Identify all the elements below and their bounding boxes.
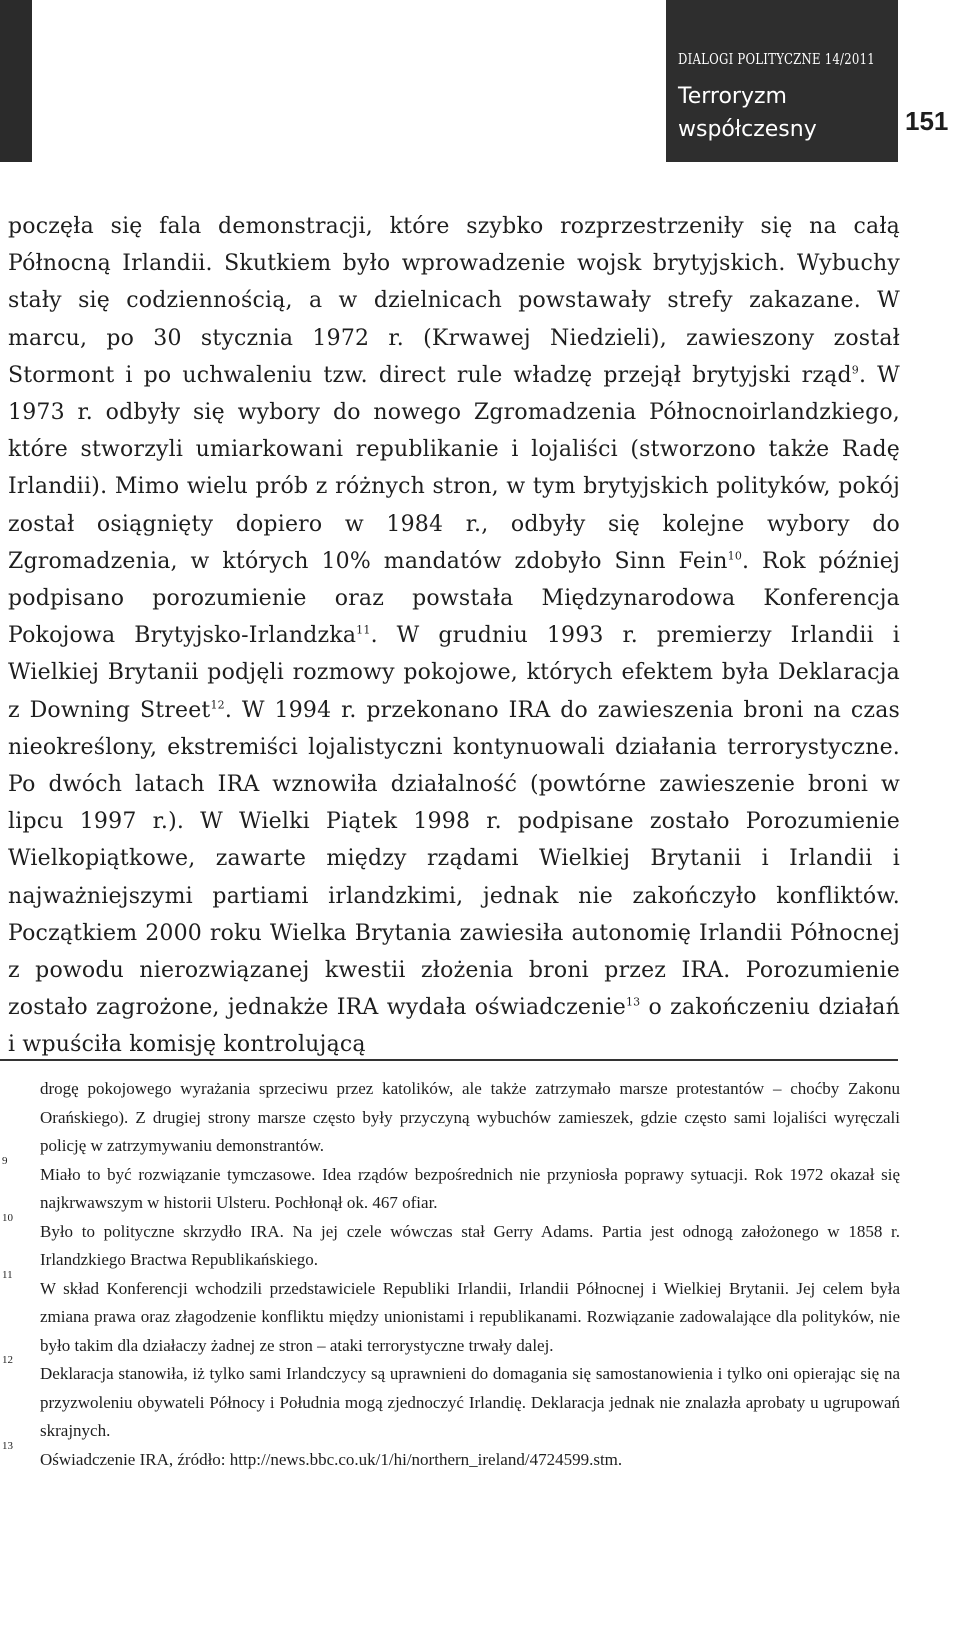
running-header xyxy=(666,0,898,162)
text-segment: . W grudniu 1993 r. premierzy Irlandii i Wielkiej Brytanii podjęli rozmowy pokojowe, których efektem była Deklaracja z Downing Street xyxy=(8,623,900,723)
footnote-separator xyxy=(0,1059,898,1061)
text-segment: . W 1994 r. przekonano IRA do zawieszenia broni na czas nieokreślony, ekstremiści lojalistyczni kontynuowali działania terrorystyczne. Po dwóch latach IRA wznowiła działalność (powtórne zawieszenie broni w lipcu 1997 r.). W Wielki Piątek 1998 r. podpisane zostało Porozumienie Wielkopiątkowe, zawarte między rządami Wielkiej Brytanii i Irlandii i najważniejszymi partiami irlandzkimi, jednak nie zakończyło konfliktów. Początkiem 2000 roku Wielka Brytania zawiesiła autonomię Irlandii Północnej z powodu nierozwiązanej kwestii złożenia broni przez IRA. Porozumienie zostało zagrożone, jednakże IRA wydała oświadczenie xyxy=(8,697,901,1021)
footnote-text: Miało to być rozwiązanie tymczasowe. Idea rządów bezpośrednich nie przyniosła poprawy sytuacji. Rok 1972 okazał się najkrwawszym w historii Ulsteru. Pochłonął ok. 467 ofiar. xyxy=(40,1164,900,1212)
footnote-text: Było to polityczne skrzydło IRA. Na jej czele wówczas stał Gerry Adams. Partia jest odnogą założonego w 1858 r. Irlandzkiego Bractwa Republikańskiego. xyxy=(40,1221,900,1269)
text-segment: . W 1973 r. odbyły się wybory do nowego Zgromadzenia Północnoirlandzkiego, które stworzyli umiarkowani republikanie i lojaliści (stworzono także Radę Irlandii). Mimo wielu prób z różnych stron, w tym brytyjskich polityków, pokój został osiągnięty dopiero w 1984 r., odbyły się kolejne wybory do Zgromadzenia, w których 10% mandatów zdobyło Sinn Fein xyxy=(8,362,900,574)
footnote-10 xyxy=(0,1211,900,1275)
main-paragraph xyxy=(8,208,900,1064)
footnote-9 xyxy=(0,1154,900,1218)
footnote-ref-11: 11 xyxy=(356,623,371,637)
text-segment: o zakończeniu działań i wpuściła komisję kontrolującą xyxy=(8,995,900,1058)
footnote-11 xyxy=(0,1268,900,1361)
footnote-number: 12 xyxy=(2,1354,13,1366)
footnote-text: Oświadczenie IRA, źródło: http://news.bbc.co.uk/1/hi/northern_ireland/4724599.stm. xyxy=(40,1449,623,1469)
text-segment: . Rok później podpisano porozumienie oraz powstała Międzynarodowa Konferencja Pokojowa Brytyjsko-Irlandzka xyxy=(8,548,900,649)
footnote-number: 9 xyxy=(2,1154,8,1167)
footnote-text: W skład Konferencji wchodzili przedstawiciele Republiki Irlandii, Irlandii Północnej i Wielkiej Brytanii. Jej celem była zmiana prawa oraz złagodzenie konfliktu między unionistami i republikanami. Rozwiązanie zadowalające dla polityków, nie było takim dla działaczy żadnej ze stron – ataki terrorystyczne trwały dalej. xyxy=(40,1278,900,1355)
footnote-ref-10: 10 xyxy=(727,549,743,563)
footnote-12 xyxy=(0,1354,900,1446)
footnote-ref-9: 9 xyxy=(851,363,859,377)
footnote-ref-12: 12 xyxy=(210,698,225,712)
section-title: Terroryzm współczesny xyxy=(678,84,817,142)
footnote-number: 10 xyxy=(2,1211,13,1224)
journal-title: DIALOGI POLITYCZNE 14/2011 xyxy=(678,50,875,68)
left-margin-bar xyxy=(0,0,32,162)
footnote-text: Deklaracja stanowiła, iż tylko sami Irlandczycy są uprawnieni do domagania się samostanowienia i tylko oni opierając się na przyzwoleniu obywateli Północy i Południa mogą zjednoczyć Irlandię. Deklaracja jednak nie znalazła aprobaty u ugrupowań skrajnych. xyxy=(40,1364,900,1440)
footnotes xyxy=(0,1075,900,1474)
footnote-ref-13: 13 xyxy=(625,995,641,1009)
main-text xyxy=(8,208,900,1064)
footnote-continuation: drogę pokojowego wyrażania sprzeciwu przez katolików, ale także zatrzymało marsze protestantów – choćby Zakonu Orańskiego). Z drugiej strony marsze często były przyczyną wybuchów zamieszek, gdzie często sami lojaliści wyręczali policję w zatrzymywaniu demonstrantów. xyxy=(40,1079,900,1155)
text-segment: poczęła się fala demonstracji, które szybko rozprzestrzeniły się na całą Północną Irlandii. Skutkiem było wprowadzenie wojsk brytyjskich. Wybuchy stały się codziennością, a w dzielnicach powstawały strefy zakazane. W marcu, po 30 stycznia 1972 r. (Krwawej Niedzieli), zawieszony został Stormont i po uchwaleniu tzw. direct rule władzę przejął brytyjski rząd xyxy=(8,214,900,388)
footnote-number: 11 xyxy=(2,1268,13,1281)
page-number: 151 xyxy=(905,106,949,136)
footnote-13 xyxy=(0,1439,900,1475)
footnote-number: 13 xyxy=(2,1439,13,1452)
